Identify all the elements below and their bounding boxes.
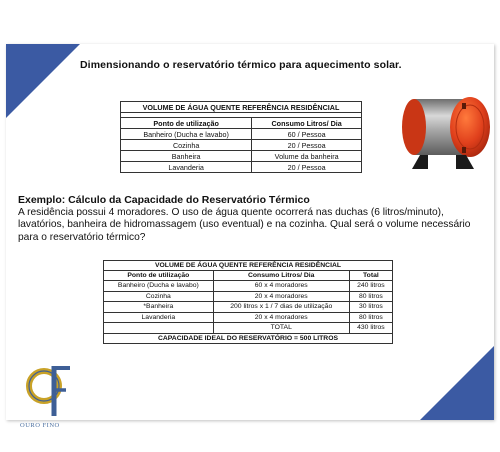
- ouro-fino-logo: [24, 360, 72, 420]
- table-cell: Cozinha: [121, 140, 252, 151]
- table-cell: TOTAL: [213, 323, 349, 334]
- reference-table: [120, 101, 362, 173]
- table-row: [104, 312, 393, 323]
- capacity-row: [104, 333, 393, 344]
- table-cell: Banheira: [121, 151, 252, 162]
- example-description: A residência possui 4 moradores. O uso de água quente ocorrerá nas duchas (6 litros/minuto), lavatórios, banheira de hidromassagem (uso eventual) e na cozinha. Qual será o volume necessário para o reservatório térmico?: [18, 207, 471, 243]
- column-header: Total: [349, 271, 392, 281]
- slide: [6, 44, 494, 429]
- table-row: [121, 162, 362, 173]
- water-heater-image: [398, 89, 494, 173]
- table-row: [104, 291, 393, 302]
- table-cell: 60 / Pessoa: [252, 129, 362, 140]
- table-cell: Lavanderia: [104, 312, 214, 323]
- table-cell: 60 x 4 moradores: [213, 281, 349, 292]
- table-row: [104, 302, 393, 313]
- table-cell: Cozinha: [104, 291, 214, 302]
- table-cell: *Banheira: [104, 302, 214, 313]
- logo-wordmark: OURO FINO: [20, 422, 60, 429]
- calculation-table: [103, 260, 393, 344]
- table-row: [121, 140, 362, 151]
- corner-decoration-top-left: [6, 44, 80, 118]
- corner-decoration-bottom-right: [420, 346, 494, 420]
- table-cell: 20 x 4 moradores: [213, 312, 349, 323]
- table-cell: 80 litros: [349, 312, 392, 323]
- table-cell: 430 litros: [349, 323, 392, 334]
- table-cell: Volume da banheira: [252, 151, 362, 162]
- table-cell: 240 litros: [349, 281, 392, 292]
- calculation-table-caption: VOLUME DE ÁGUA QUENTE REFERÊNCIA RESIDÊNCIAL: [104, 261, 393, 271]
- column-header: Consumo Litros/ Dia: [252, 118, 362, 129]
- capacity-result: CAPACIDADE IDEAL DO RESERVATÓRIO = 500 LITROS: [104, 333, 393, 344]
- table-cell: 30 litros: [349, 302, 392, 313]
- table-cell: [104, 323, 214, 334]
- table-cell: 20 x 4 moradores: [213, 291, 349, 302]
- page-title: Dimensionando o reservatório térmico para aquecimento solar.: [80, 59, 402, 71]
- table-cell: 200 litros x 1 / 7 dias de utilização: [213, 302, 349, 313]
- example-title: Exemplo: Cálculo da Capacidade do Reservatório Térmico: [18, 194, 310, 206]
- column-header: Ponto de utilização: [121, 118, 252, 129]
- table-row: [121, 129, 362, 140]
- table-cell: 20 / Pessoa: [252, 162, 362, 173]
- reference-table-caption: VOLUME DE ÁGUA QUENTE REFERÊNCIA RESIDÊNCIAL: [121, 102, 362, 113]
- column-header: Ponto de utilização: [104, 271, 214, 281]
- table-row: [121, 151, 362, 162]
- table-cell: Banheiro (Ducha e lavabo): [121, 129, 252, 140]
- table-cell: 80 litros: [349, 291, 392, 302]
- table-row: [104, 281, 393, 292]
- table-cell: 20 / Pessoa: [252, 140, 362, 151]
- table-row-total: [104, 323, 393, 334]
- column-header: Consumo Litros/ Dia: [213, 271, 349, 281]
- table-cell: Banheiro (Ducha e lavabo): [104, 281, 214, 292]
- table-cell: Lavanderia: [121, 162, 252, 173]
